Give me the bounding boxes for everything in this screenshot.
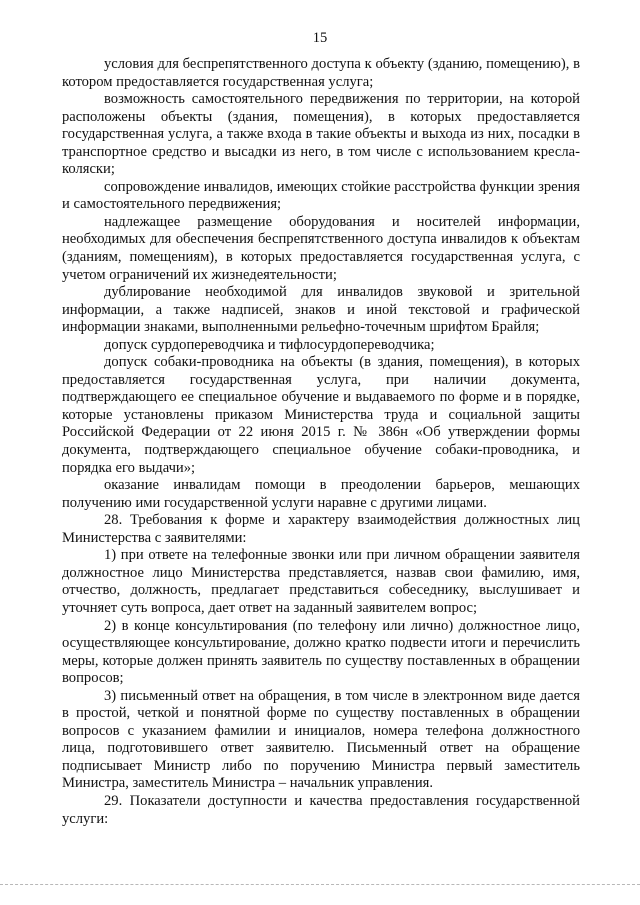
paragraph-barrier-assistance: оказание инвалидам помощи в преодолении барьеров, мешающих получению ими государственной услуги наравне с другими лицами. [62, 477, 580, 511]
page-bottom-divider [0, 884, 640, 885]
paragraph-independent-movement: возможность самостоятельного передвижения по территории, на которой расположены объекты (здания, помещения), в которых предоставляется государственная услуга, а также входа в такие объекты и выхода из них, посадки в транспортное средство и высадки из него, в том числе с использованием кресла-коляски; [62, 91, 580, 178]
paragraph-equipment-placement: надлежащее размещение оборудования и носителей информации, необходимых для обеспечения беспрепятственного доступа инвалидов к объектам (зданиям, помещениям), в которых предоставляется государственная услуга, с учетом ограничений их жизнедеятельности; [62, 213, 580, 283]
paragraph-accessibility-conditions: условия для беспрепятственного доступа к объекту (зданию, помещению), в котором предоставляется государственная услуга; [62, 56, 580, 90]
paragraph-28-item-2: 2) в конце консультирования (по телефону или лично) должностное лицо, осуществляющее консультирование, должно кратко подвести итоги и перечислить меры, которые должен принять заявитель по существу поставленных в обращении вопросов; [62, 617, 580, 687]
paragraph-section-29-heading: 29. Показатели доступности и качества предоставления государственной услуги: [62, 792, 580, 827]
paragraph-guide-dog: допуск собаки-проводника на объекты (в здания, помещения), в которых предоставляется государственная услуга, при наличии документа, подтверждающего ее специальное обучение и выдаваемого по форме и в порядке, которые установлены приказом Министерства труда и социальной защиты Российской Федерации от 22 июня 2015 г. № 386н «Об утверждении формы документа, подтверждающего специальное обучение собаки-проводника, и порядка его выдачи»; [62, 354, 580, 476]
document-body [62, 56, 580, 828]
page-number: 15 [312, 30, 328, 46]
paragraph-section-28-heading: 28. Требования к форме и характеру взаимодействия должностных лиц Министерства с заявителями: [62, 512, 580, 546]
paragraph-28-item-3: 3) письменный ответ на обращения, в том числе в электронном виде дается в простой, четкой и понятной форме по существу поставленных в обращении вопросов с указанием фамилии и инициалов, номера телефона должностного лица, подготовившего ответ заявителю. Письменный ответ на обращение подписывает Министр либо по поручению Министра первый заместитель Министра, заместитель Министра – начальник управления. [62, 687, 580, 792]
paragraph-28-item-1: 1) при ответе на телефонные звонки или при личном обращении заявителя должностное лицо Министерства представляется, назвав свои фамилию, имя, отчество, должность, предлагает представиться собеседнику, выслушивает и уточняет суть вопроса, дает ответ на заданный заявителем вопрос; [62, 547, 580, 616]
paragraph-information-duplication: дублирование необходимой для инвалидов звуковой и зрительной информации, а также надписей, знаков и иной текстовой и графической информации знаками, выполненными рельефно-точечным шрифтом Брайля; [62, 284, 580, 336]
paragraph-sign-interpreter: допуск сурдопереводчика и тифлосурдопереводчика; [104, 336, 435, 353]
paragraph-escort-disabled: сопровождение инвалидов, имеющих стойкие расстройства функции зрения и самостоятельного передвижения; [62, 178, 580, 213]
